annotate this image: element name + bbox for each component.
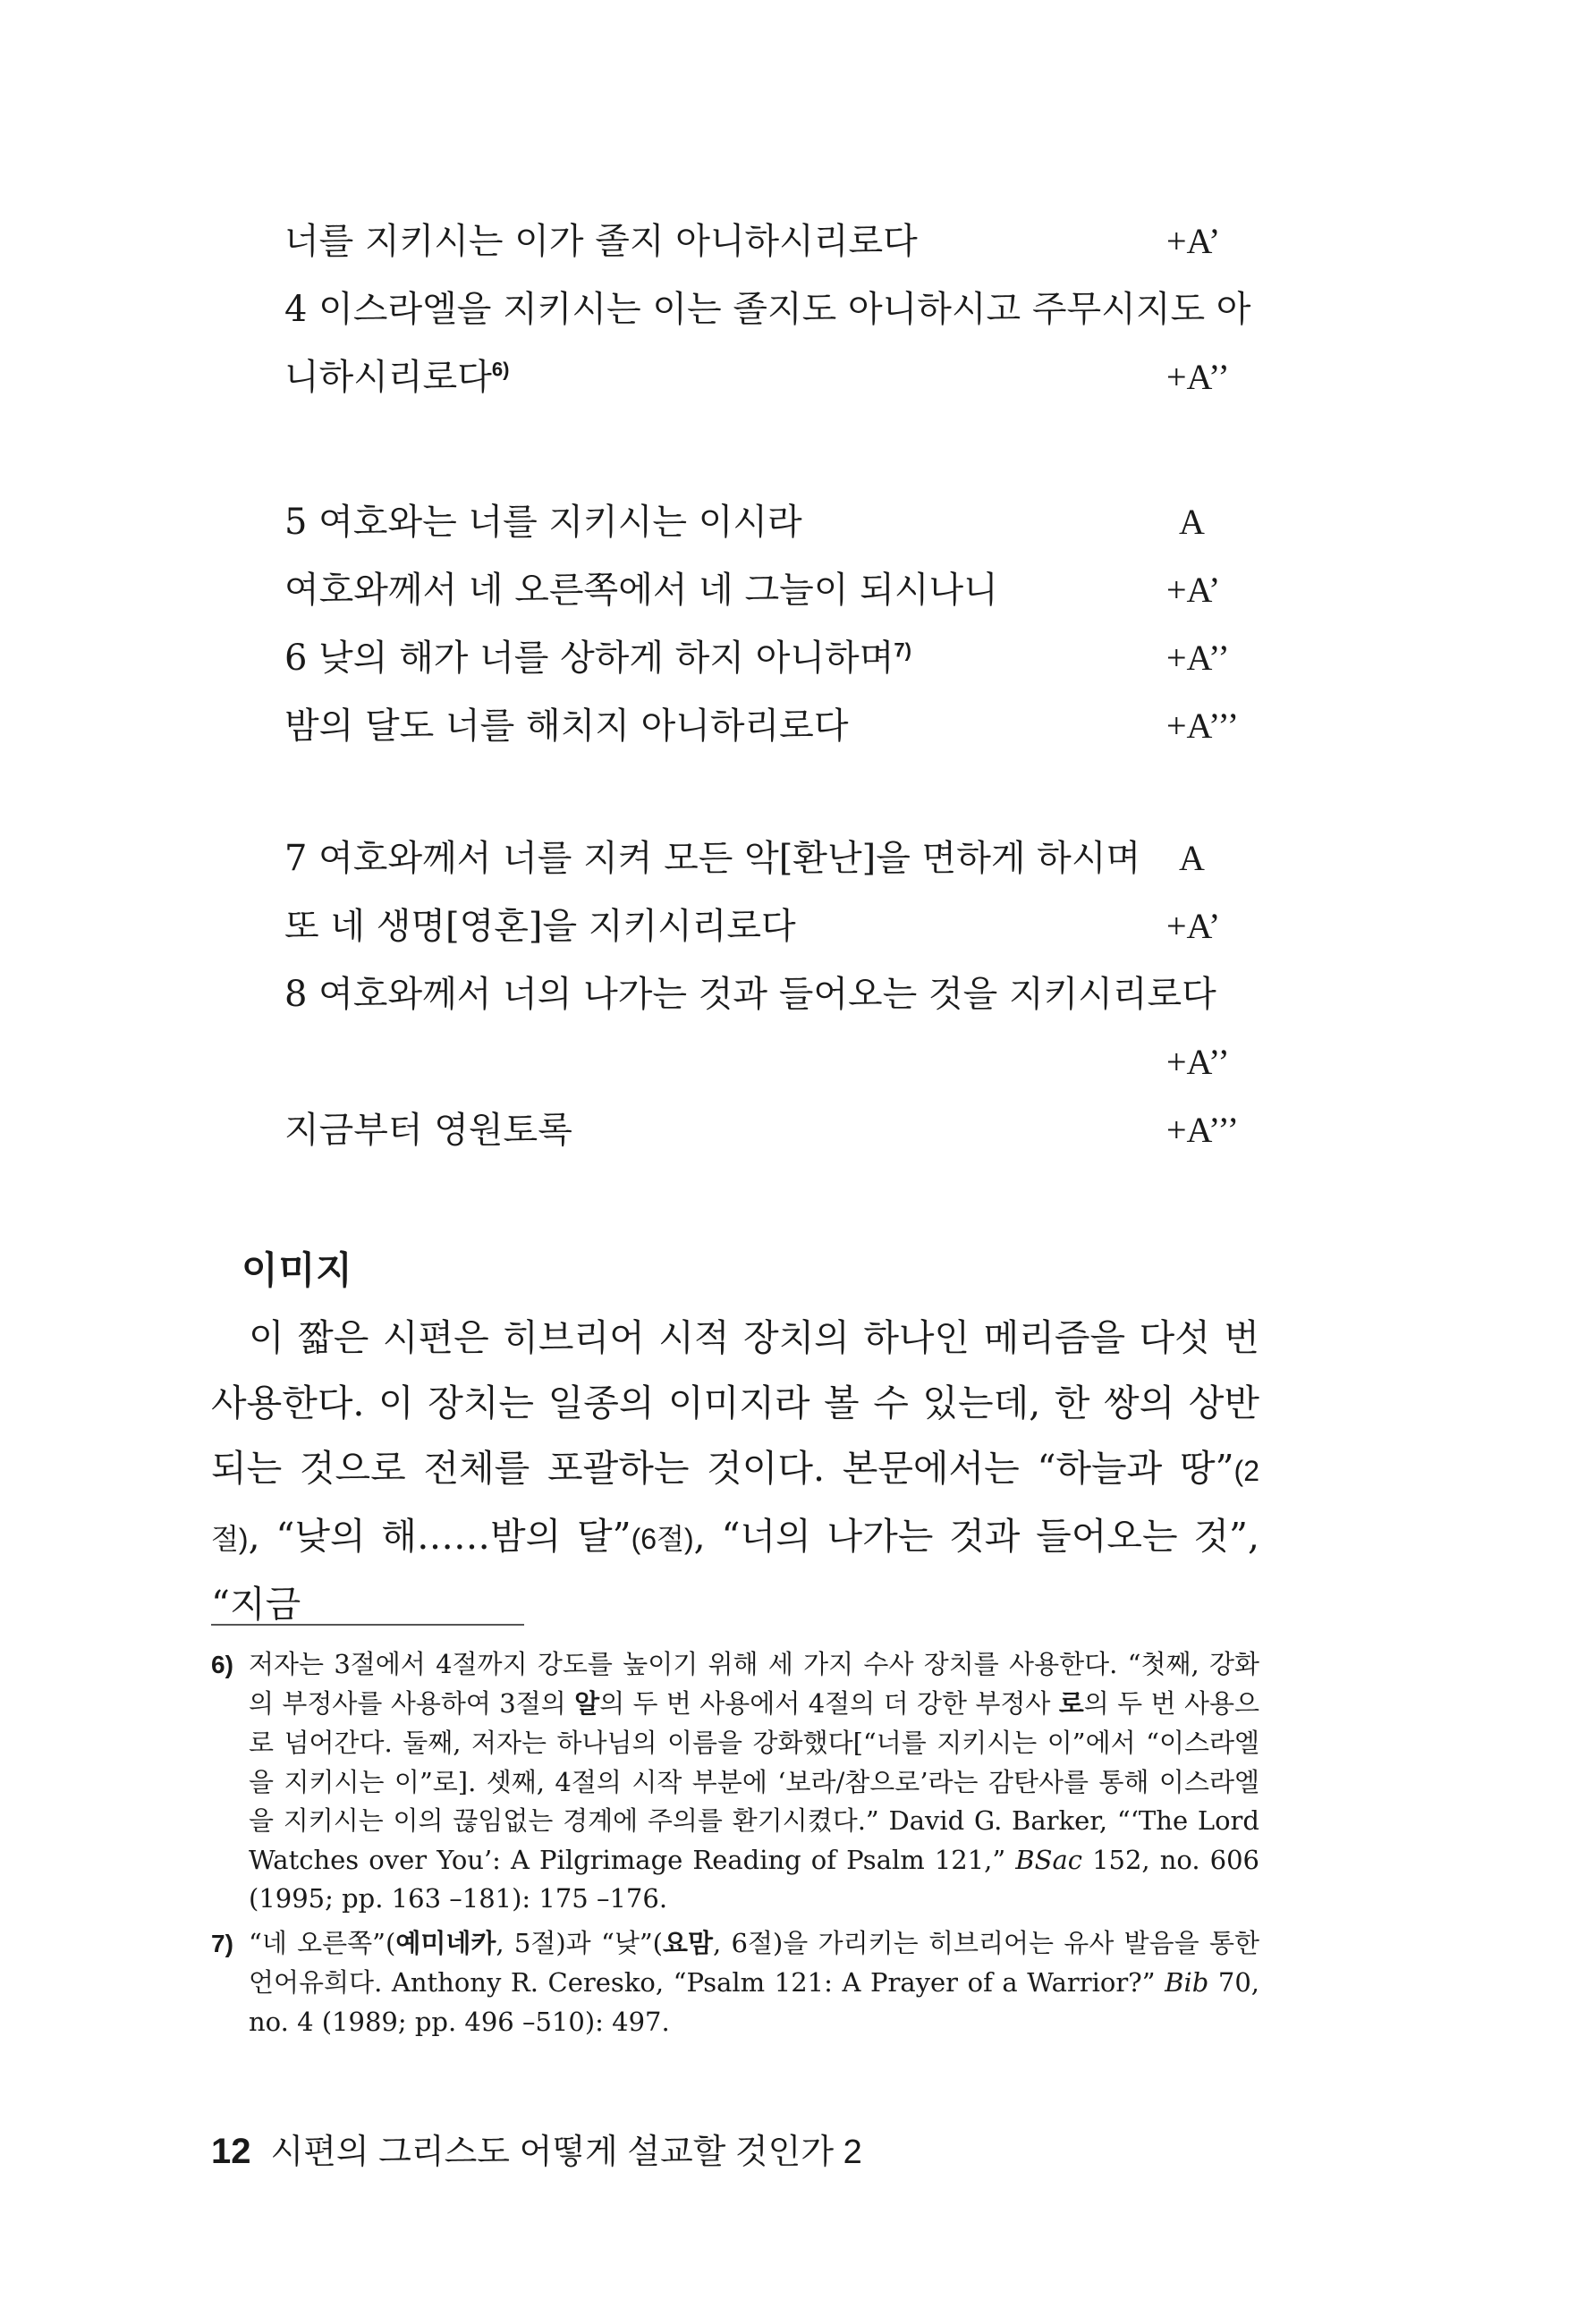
verse-line [284, 892, 1259, 960]
verse-mark: +A’’ [1166, 1042, 1230, 1082]
verse-text: 너를 지키시는 이가 졸지 아니하시리로다 [284, 221, 918, 262]
verse-line [284, 1096, 1259, 1164]
verse-mark: +A’’ [1166, 357, 1230, 397]
verse-text: 6 낮의 해가 너를 상하게 하지 아니하며 [284, 638, 894, 679]
verse-text: 7 여호와께서 너를 지켜 모든 악[환난]을 면하게 하시며 [284, 838, 1141, 879]
verse-group-3 [284, 824, 1259, 1164]
verse-line [284, 692, 1259, 760]
footnote-number: 6) [211, 1651, 233, 1678]
verse-text: 니하시리로다 [284, 357, 492, 398]
verse-group-1 [284, 207, 1259, 411]
verse-line [284, 1028, 1259, 1096]
footnote-divider [211, 1624, 524, 1626]
verse-mark: +A’ [1166, 906, 1221, 946]
body-paragraph: 이 짧은 시편은 히브리어 시적 장치의 하나인 메리즘을 다섯 번 사용한다. 이 장치는 일종의 이미지라 볼 수 있는데, 한 쌍의 상반되는 것으로 전체를 포괄하는 것이다. 본문에서는 “하늘과 땅”(2절), “낮의 해……밤의 달”(6절), “너의 나가는 것과 들어오는 것”, “지금 [211, 1316, 1260, 1626]
verse-text: 지금부터 영원토록 [284, 1110, 572, 1151]
verse-line [284, 488, 1259, 556]
verse-mark: +A’’ [1166, 638, 1230, 678]
verse-text: 밤의 달도 너를 해치지 아니하리로다 [284, 706, 849, 747]
verse-mark: +A’’’ [1166, 706, 1240, 746]
footnote-ref-6[interactable]: 6) [491, 358, 510, 381]
verse-group-2 [284, 488, 1259, 760]
verse-line [284, 275, 1259, 343]
page-footer [211, 2124, 862, 2173]
journal-abbrev: Bib [1165, 1967, 1209, 1998]
verse-reference: (2절) [211, 1455, 1259, 1555]
verse-mark: A [1179, 838, 1205, 878]
verse-text: 5 여호와는 너를 지키시는 이시라 [284, 502, 802, 543]
footnote-7: 7) “네 오른쪽”(예미네카, 5절)과 “낮”(요맘, 6절)을 가리키는 히브리어는 유사 발음을 통한 언어유희다. Anthony R. Ceresko, “Psalm 121: A Prayer of a Warrior?” Bib 70, no. 4 (1989; pp. 496 –510): 497. [211, 1924, 1259, 2042]
verse-mark: +A’ [1166, 221, 1221, 261]
verse-mark: +A’ [1166, 570, 1221, 610]
section-heading: 이미지 [242, 1249, 353, 1291]
footnote-number: 7) [211, 1929, 233, 1957]
verse-line [284, 556, 1259, 624]
verse-line [284, 960, 1259, 1028]
book-title: 시편의 그리스도 어떻게 설교할 것인가 2 [270, 2134, 862, 2171]
journal-abbrev: BSac [1015, 1844, 1083, 1875]
verse-text: 여호와께서 네 오른쪽에서 네 그늘이 되시나니 [284, 570, 998, 611]
verse-line [284, 207, 1259, 275]
footnote-6: 6) 저자는 3절에서 4절까지 강도를 높이기 위해 세 가지 수사 장치를 사용한다. “첫째, 강화의 부정사를 사용하여 3절의 알의 두 번 사용에서 4절의 더 강한 부정사 로의 두 번 사용으로 넘어간다. 둘째, 저자는 하나님의 이름을 강화했다[“너를 지키시는 이”에서 “이스라엘을 지키시는 이”로]. 셋째, 4절의 시작 부분에 ‘보라/참으로’라는 감탄사를 통해 이스라엘을 지키시는 이의 끊임없는 경계에 주의를 환기시켰다.” David G. Barker, “‘The Lord Watches over You’: A Pilgrimage Reading of Psalm 121,” BSac 152, no. 606 (1995; pp. 163 –181): 175 –176. [211, 1645, 1259, 1919]
verse-text: 4 이스라엘을 지키시는 이는 졸지도 아니하시고 주무시지도 아 [284, 289, 1251, 330]
verse-text: 8 여호와께서 너의 나가는 것과 들어오는 것을 지키시리로다 [284, 974, 1216, 1015]
page-number: 12 [211, 2132, 251, 2171]
footnotes [211, 1645, 1259, 2047]
verse-reference: (6절) [631, 1523, 694, 1555]
verse-line [284, 343, 1259, 411]
verse-line [284, 824, 1259, 892]
verse-mark: +A’’’ [1166, 1110, 1240, 1150]
verse-line [284, 624, 1259, 692]
footnote-ref-7[interactable]: 7) [894, 638, 911, 662]
body-text [211, 1306, 1259, 1637]
verse-text: 또 네 생명[영혼]을 지키시리로다 [284, 906, 796, 947]
verse-mark: A [1179, 502, 1205, 542]
